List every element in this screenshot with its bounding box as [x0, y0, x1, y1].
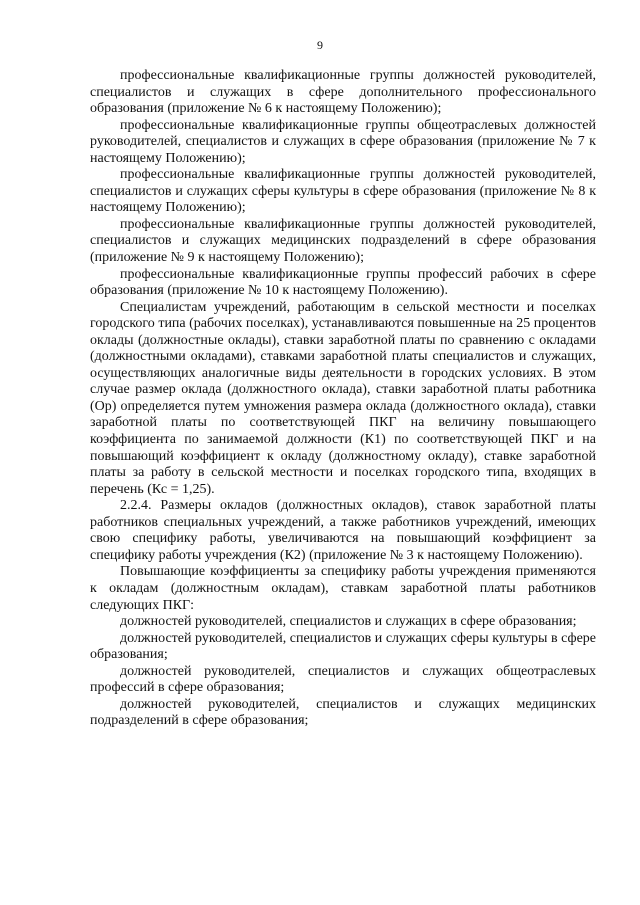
paragraph: 2.2.4. Размеры окладов (должностных окладов), ставок заработной платы работников специальных учреждений, а также работников учреждений, имеющих свою специфику работы, увеличиваются на повышающий коэффициент за специфику работы учреждения (К2) (приложение № 3 к настоящему Положению). [90, 498, 596, 563]
paragraph: профессиональные квалификационные группы должностей руководителей, специалистов и служащих сферы культуры в сфере образования (приложение № 8 к настоящему Положению); [90, 167, 596, 216]
paragraph: должностей руководителей, специалистов и служащих сферы культуры в сфере образования; [90, 630, 596, 663]
paragraph: должностей руководителей, специалистов и служащих общеотраслевых профессий в сфере образования; [90, 663, 596, 696]
document-body [90, 68, 596, 730]
paragraph: профессиональные квалификационные группы общеотраслевых должностей руководителей, специалистов и служащих в сфере образования (приложение № 7 к настоящему Положению); [90, 117, 596, 166]
paragraph: Повышающие коэффициенты за специфику работы учреждения применяются к окладам (должностным окладам), ставкам заработной платы работников следующих ПКГ: [90, 564, 596, 613]
paragraph: профессиональные квалификационные группы должностей руководителей, специалистов и служащих в сфере дополнительного профессионального образования (приложение № 6 к настоящему Положению); [90, 68, 596, 117]
paragraph: профессиональные квалификационные группы профессий рабочих в сфере образования (приложение № 10 к настоящему Положению). [90, 266, 596, 299]
paragraph: должностей руководителей, специалистов и служащих медицинских подразделений в сфере образования; [90, 696, 596, 729]
paragraph: Специалистам учреждений, работающим в сельской местности и поселках городского типа (рабочих поселках), устанавливаются повышенные на 25 процентов оклады (должностные оклады), ставки заработной платы по сравнению с окладами (должностными окладами), ставками заработной платы специалистов и служащих, осуществляющих аналогичные виды деятельности в городских условиях. В этом случае размер оклада (должностного оклада), ставки заработной платы работника (Ор) определяется путем умножения размера оклада (должностного оклада), ставки заработной платы по соответствующей ПКГ на величину повышающего коэффициента по занимаемой должности (К1) по соответствующей ПКГ и на повышающий коэффициент к окладу (должностному окладу), ставке заработной платы за работу в сельской местности и поселках городского типа, входящих в перечень (Кс = 1,25). [90, 299, 596, 497]
paragraph: должностей руководителей, специалистов и служащих в сфере образования; [120, 614, 577, 630]
page-number: 9 [317, 38, 323, 52]
paragraph: профессиональные квалификационные группы должностей руководителей, специалистов и служащих медицинских подразделений в сфере образования (приложение № 9 к настоящему Положению); [90, 216, 596, 266]
